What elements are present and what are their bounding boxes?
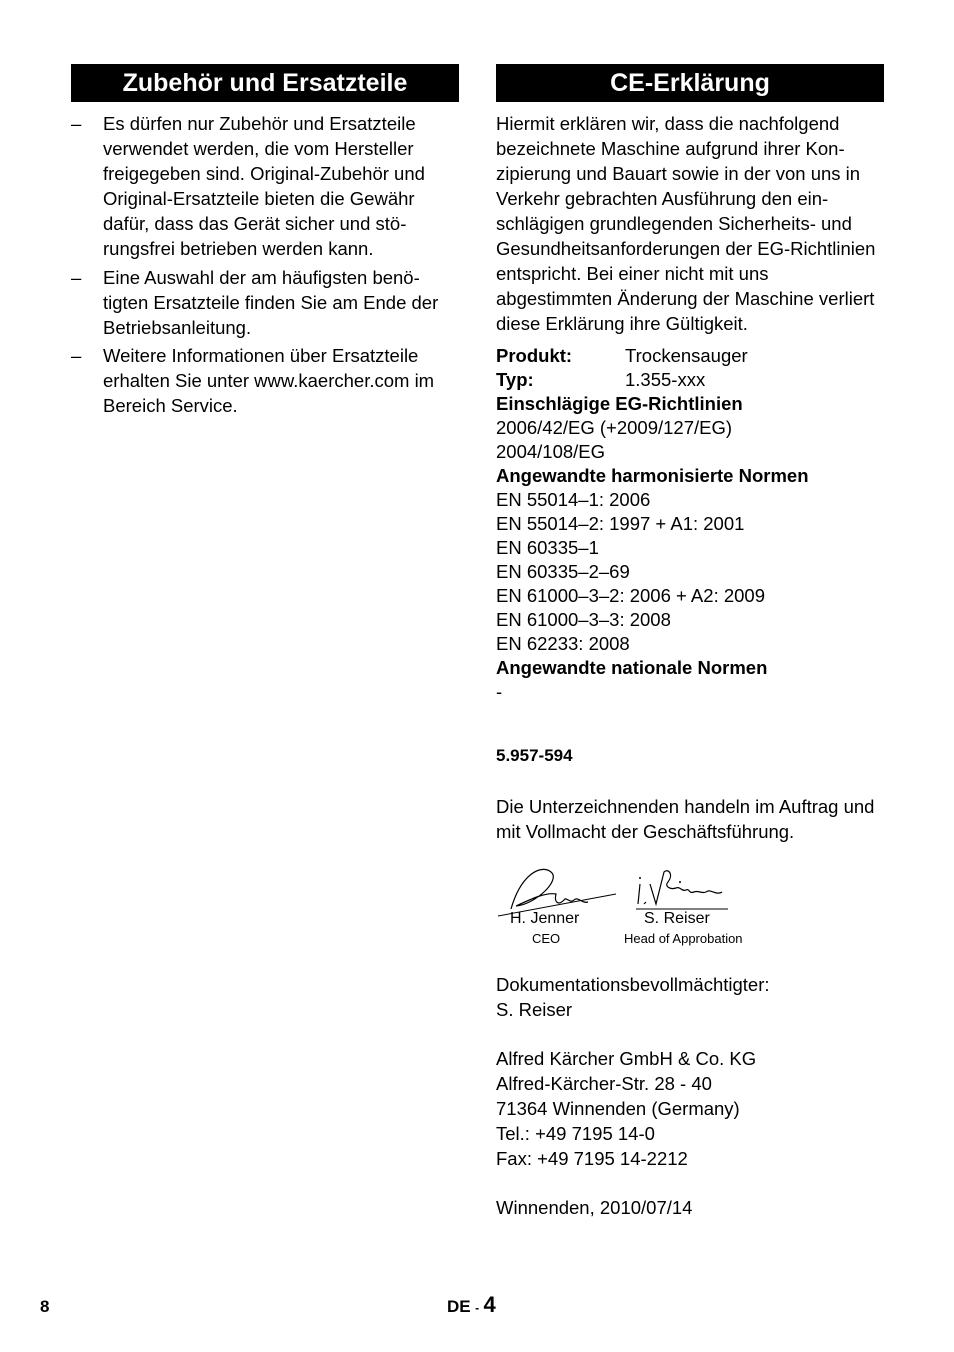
authority-note: Die Unterzeichnenden handeln im Auftrag und mit Vollmacht der Geschäftsführung. (496, 796, 875, 842)
signatures (496, 864, 884, 954)
language-code: DE (447, 1297, 471, 1316)
accessories-heading: Zubehör und Ersatzteile (71, 64, 459, 102)
product-spec (496, 344, 884, 704)
product-row (496, 344, 884, 368)
list-item (71, 265, 459, 340)
signer2-role: Head of Approbation (624, 931, 743, 946)
address-line: Tel.: +49 7195 14-0 (496, 1123, 655, 1144)
standard-item: EN 60335–2–69 (496, 561, 630, 582)
directives-title: Einschlägige EG-Richtlinien (496, 393, 743, 414)
doc-rep-label: Dokumentationsbevollmächtigter: (496, 974, 770, 995)
directive-item: 2004/108/EG (496, 441, 606, 462)
standard-item: EN 60335–1 (496, 537, 599, 558)
page-number: 8 (40, 1297, 50, 1316)
standard-item: EN 55014–1: 2006 (496, 489, 651, 510)
address-line: Alfred Kärcher GmbH & Co. KG (496, 1048, 757, 1069)
company-address (496, 1046, 884, 1171)
list-item-text: Weitere Informationen über Ersatzteile erhalten Sie unter www.kaercher.com im Bereich Service. (103, 345, 435, 416)
standard-item: EN 61000–3–3: 2008 (496, 609, 671, 630)
national-value: - (496, 681, 503, 702)
signer2-name: S. Reiser (644, 910, 710, 927)
doc-rep-name: S. Reiser (496, 999, 573, 1020)
standard-item: EN 62233: 2008 (496, 633, 630, 654)
list-item-text: Eine Auswahl der am häufigsten benö-tigten Ersatzteile finden Sie am Ende der Betriebsanleitung. (103, 266, 439, 338)
product-value: Trockensauger (625, 345, 748, 366)
address-line: Fax: +49 7195 14-2212 (496, 1148, 688, 1169)
address-line: Alfred-Kärcher-Str. 28 - 40 (496, 1073, 712, 1094)
directive-item: 2006/42/EG (+2009/127/EG) (496, 417, 733, 438)
list-item (71, 343, 459, 418)
type-row (496, 368, 884, 392)
product-label: Produkt: (496, 345, 573, 366)
ce-declaration-section (496, 64, 884, 1220)
separator: - (475, 1301, 480, 1315)
ce-heading: CE-Erklärung (496, 64, 884, 102)
accessories-section (71, 64, 459, 422)
standard-item: EN 55014–2: 1997 + A1: 2001 (496, 513, 745, 534)
signer1-role: CEO (532, 931, 561, 946)
list-item-text: Es dürfen nur Zubehör und Ersatzteile verwendet werden, die vom Hersteller freigegeben sind. Original-Zubehör und Original-Ersatzteile bieten die Gewähr dafür, dass das Gerät sicher und stö-rungsfrei betrieben werden kann. (103, 113, 425, 259)
signer1-name: H. Jenner (510, 910, 580, 927)
section-page-number: 4 (483, 1292, 496, 1317)
section-page-label (447, 1292, 496, 1318)
ce-intro: Hiermit erklären wir, dass die nachfolgend bezeichnete Maschine aufgrund ihrer Kon-zipierung und Bauart sowie in der von uns in Verkehr gebrachten Ausführung den ein-schlägigen grundlegenden Sicherheits- und Gesundheitsanforderungen der EG-Richtlinien entspricht. Bei einer nicht mit uns abgestimmten Änderung der Maschine verliert diese Erklärung ihre Gültigkeit. (496, 113, 876, 334)
harmonised-title: Angewandte harmonisierte Normen (496, 465, 809, 486)
address-line: 71364 Winnenden (Germany) (496, 1098, 740, 1119)
type-label: Typ: (496, 369, 534, 390)
dash-bullet: – (71, 266, 82, 288)
dash-bullet: – (71, 113, 82, 134)
place-date: Winnenden, 2010/07/14 (496, 1197, 693, 1218)
dash-bullet: – (71, 345, 82, 366)
list-item (71, 111, 459, 261)
accessories-list (71, 102, 459, 418)
standard-item: EN 61000–3–2: 2006 + A2: 2009 (496, 585, 765, 606)
type-value: 1.355-xxx (625, 369, 706, 390)
national-title: Angewandte nationale Normen (496, 657, 768, 678)
part-number: 5.957-594 (496, 746, 573, 765)
documentation-representative (496, 972, 884, 1022)
